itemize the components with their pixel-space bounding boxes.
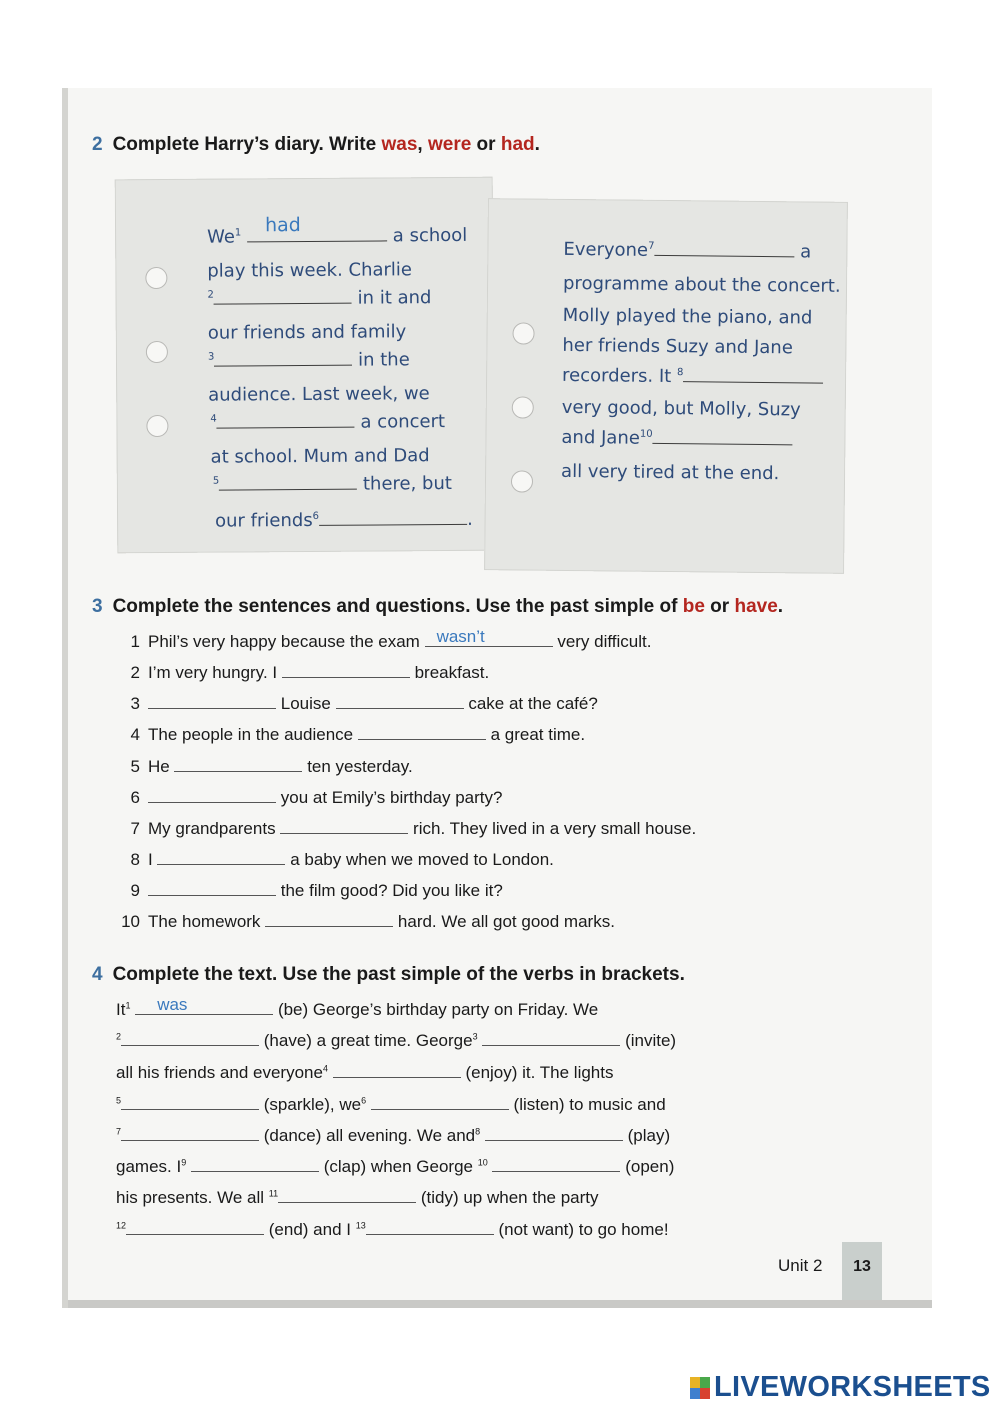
ex3-item-3 <box>112 694 598 716</box>
text: The people in the audience <box>148 725 354 744</box>
exercise-2-heading <box>92 134 540 156</box>
text: recorders. It <box>561 364 672 388</box>
gap-number: 7 <box>116 1126 122 1137</box>
answer-gap[interactable] <box>278 1188 416 1203</box>
exercise-number: 3 <box>92 596 103 617</box>
gap-number: 6 <box>361 1095 367 1106</box>
text: Everyone <box>563 238 649 261</box>
text: games. I <box>116 1157 182 1176</box>
answer-gap[interactable] <box>265 912 393 927</box>
diary-line-6: audience. Last week, we <box>208 383 430 406</box>
filled-answer: was <box>157 995 188 1014</box>
punch-hole <box>146 341 168 363</box>
text: . <box>466 508 473 530</box>
page-number: 13 <box>842 1242 882 1300</box>
text: (have) a great time. George <box>263 1031 473 1050</box>
heading-or: or <box>471 134 501 155</box>
text: (sparkle), we <box>263 1095 362 1114</box>
gap-number: 1 <box>234 227 242 239</box>
diary-line-r6: very good, but Molly, Suzy <box>561 396 801 421</box>
text: I <box>148 850 153 869</box>
diary-line-r3: Molly played the piano, and <box>562 304 813 329</box>
heading-comma: , <box>417 134 428 155</box>
ex3-item-6 <box>112 788 502 810</box>
answer-gap[interactable] <box>191 1157 319 1172</box>
answer-gap[interactable] <box>366 1220 494 1235</box>
exercise-number: 2 <box>92 134 103 155</box>
diary-line-4: our friends and family <box>207 321 407 344</box>
answer-gap[interactable] <box>492 1157 620 1172</box>
answer-gap[interactable] <box>121 1126 259 1141</box>
page-bottom-shadow <box>68 1300 932 1308</box>
text: (not want) to go home! <box>498 1220 669 1239</box>
ex4-line-1 <box>116 995 599 1020</box>
diary-line-5 <box>208 349 410 371</box>
text: rich. They lived in a very small house. <box>413 819 697 838</box>
text: (clap) when George <box>323 1157 473 1176</box>
answer-gap[interactable] <box>121 1031 259 1046</box>
heading-text: Complete the sentences and questions. Use the past simple of <box>112 596 683 617</box>
text: (dance) all evening. We and <box>263 1126 476 1145</box>
gap-number: 2 <box>116 1031 122 1042</box>
text: We <box>207 226 236 248</box>
ex3-item-9 <box>112 881 503 903</box>
gap-number: 11 <box>268 1188 279 1199</box>
text: He <box>148 757 170 776</box>
text: (invite) <box>625 1031 677 1050</box>
filled-answer: wasn’t <box>436 627 485 646</box>
text: cake at the café? <box>468 694 598 713</box>
answer-gap[interactable] <box>121 1095 259 1110</box>
text: Phil’s very happy because the exam <box>148 632 420 651</box>
gap-number: 12 <box>116 1220 127 1231</box>
word-was: was <box>381 134 418 155</box>
liveworksheets-logo-icon <box>690 1377 710 1399</box>
answer-gap[interactable] <box>148 694 276 709</box>
text: a baby when we moved to London. <box>290 850 554 869</box>
answer-gap[interactable] <box>482 1031 620 1046</box>
text: you at Emily’s birthday party? <box>280 788 503 807</box>
text: a great time. <box>490 725 586 744</box>
answer-gap-2[interactable] <box>214 302 352 305</box>
gap-number: 3 <box>207 351 215 363</box>
diary-line-10 <box>215 509 473 532</box>
text: in the <box>358 349 410 371</box>
diary-line-r8: all very tired at the end. <box>560 460 780 485</box>
text: The homework <box>148 912 261 931</box>
diary-line-2: play this week. Charlie <box>207 259 413 282</box>
text: a concert <box>360 411 446 433</box>
text: (play) <box>627 1126 671 1145</box>
gap-number: 8 <box>676 367 684 379</box>
text: all his friends and everyone <box>116 1063 323 1082</box>
gap-number: 5 <box>212 475 220 487</box>
ex4-line-8 <box>116 1220 669 1240</box>
answer-gap-6[interactable] <box>319 523 467 526</box>
gap-number: 4 <box>210 413 217 425</box>
text: a <box>800 241 812 263</box>
answer-gap[interactable] <box>485 1126 623 1141</box>
text: (open) <box>625 1157 675 1176</box>
answer-gap[interactable] <box>174 757 302 772</box>
heading-text: Complete Harry’s diary. Write <box>112 134 382 155</box>
word-had: had <box>500 134 535 155</box>
punch-hole <box>512 396 534 418</box>
ex3-item-1 <box>112 627 652 654</box>
gap-number: 10 <box>477 1157 488 1168</box>
punch-hole <box>145 267 167 289</box>
text: breakfast. <box>414 663 490 682</box>
gap-number: 6 <box>312 510 320 522</box>
exercise-number: 4 <box>92 964 103 985</box>
gap-number: 1 <box>125 1000 131 1011</box>
punch-hole <box>511 470 533 492</box>
text: It <box>116 1000 126 1019</box>
answer-gap[interactable] <box>371 1095 509 1110</box>
item-number: 9 <box>130 881 140 900</box>
text: very difficult. <box>557 632 652 651</box>
word-were: were <box>427 134 472 155</box>
answer-gap[interactable] <box>135 995 273 1015</box>
diary-line-r7 <box>561 427 792 450</box>
diary-line-8: at school. Mum and Dad <box>210 445 430 468</box>
ex4-line-3 <box>116 1063 613 1083</box>
answer-gap[interactable] <box>280 819 408 834</box>
answer-gap[interactable] <box>282 663 410 678</box>
heading-text: Complete the text. Use the past simple of the verbs in brackets. <box>112 964 685 985</box>
answer-gap[interactable] <box>157 850 285 865</box>
punch-hole <box>512 322 534 344</box>
text: hard. We all got good marks. <box>397 912 615 931</box>
ex3-item-2 <box>112 663 489 685</box>
diary-note-right <box>484 198 848 574</box>
gap-number: 7 <box>648 240 655 252</box>
heading-period: . <box>534 134 540 155</box>
heading-period: . <box>777 596 784 617</box>
diary-line-3 <box>207 287 431 310</box>
answer-gap-8[interactable] <box>683 380 823 383</box>
exercise-4-heading <box>92 964 685 986</box>
gap-number: 5 <box>116 1095 122 1106</box>
answer-gap-10[interactable] <box>653 442 793 445</box>
punch-hole <box>146 415 168 437</box>
answer-gap[interactable] <box>148 881 276 896</box>
item-number: 10 <box>121 912 140 931</box>
answer-gap-3[interactable] <box>214 364 352 367</box>
text: (listen) to music and <box>513 1095 666 1114</box>
gap-number: 9 <box>181 1157 187 1168</box>
item-number: 5 <box>130 757 140 776</box>
ex4-line-5 <box>116 1126 670 1146</box>
ex3-item-4 <box>112 725 585 747</box>
answer-gap[interactable] <box>336 694 464 709</box>
item-number: 7 <box>130 819 140 838</box>
answer-gap-7[interactable] <box>654 254 794 257</box>
item-number: 3 <box>130 694 140 713</box>
text: our friends <box>215 509 313 532</box>
answer-gap-4[interactable] <box>217 426 355 429</box>
gap-number: 3 <box>472 1031 478 1042</box>
diary-line-1 <box>207 225 467 248</box>
item-number: 1 <box>130 632 140 651</box>
text: and Jane <box>561 426 640 449</box>
diary-line-r1 <box>563 239 811 263</box>
ex4-line-6 <box>116 1157 674 1177</box>
answer-gap[interactable] <box>333 1063 461 1078</box>
text: his presents. We all <box>116 1188 265 1207</box>
text: (tidy) up when the party <box>420 1188 599 1207</box>
text: a school <box>392 224 468 247</box>
text: (be) George’s birthday party on Friday. We <box>277 1000 599 1019</box>
brand-name: LIVEWORKSHEETS <box>714 1371 991 1403</box>
ex4-line-7 <box>116 1188 599 1208</box>
item-number: 6 <box>130 788 140 807</box>
answer-gap-5[interactable] <box>219 488 357 491</box>
text: in it and <box>357 287 432 309</box>
diary-line-9 <box>213 473 452 496</box>
text: (end) and I <box>268 1220 351 1239</box>
diary-line-r4: her friends Suzy and Jane <box>562 334 793 359</box>
liveworksheets-brand <box>690 1371 991 1404</box>
text: there, but <box>362 472 452 495</box>
ex3-item-10 <box>112 912 615 934</box>
word-have: have <box>734 596 778 617</box>
filled-answer-1: had <box>264 214 301 237</box>
text: I’m very hungry. I <box>148 663 278 682</box>
answer-gap[interactable] <box>126 1220 264 1235</box>
diary-note-left <box>115 177 496 554</box>
gap-number: 13 <box>355 1220 366 1231</box>
answer-gap[interactable] <box>358 725 486 740</box>
diary-line-r5 <box>562 365 823 389</box>
unit-label: Unit 2 <box>778 1256 823 1275</box>
ex4-line-2 <box>116 1031 676 1051</box>
text: My grandparents <box>148 819 276 838</box>
item-number: 4 <box>130 725 140 744</box>
diary-line-7 <box>210 411 445 434</box>
word-be: be <box>682 596 705 617</box>
text: the film good? Did you like it? <box>280 881 503 900</box>
exercise-3-heading <box>92 596 783 618</box>
text: Louise <box>280 694 331 713</box>
gap-number: 10 <box>639 428 653 440</box>
gap-number: 4 <box>322 1063 328 1074</box>
item-number: 2 <box>130 663 140 682</box>
answer-gap[interactable] <box>425 627 553 647</box>
gap-number: 2 <box>207 289 214 301</box>
ex3-item-7 <box>112 819 696 841</box>
item-number: 8 <box>130 850 140 869</box>
ex3-item-5 <box>112 757 413 779</box>
answer-gap-1[interactable] <box>247 239 387 242</box>
answer-gap[interactable] <box>148 788 276 803</box>
ex4-line-4 <box>116 1095 666 1115</box>
heading-or: or <box>704 596 735 617</box>
diary-line-r2: programme about the concert. <box>562 272 841 297</box>
text: ten yesterday. <box>307 757 413 776</box>
ex3-item-8 <box>112 850 554 872</box>
text: (enjoy) it. The lights <box>465 1063 614 1082</box>
gap-number: 8 <box>475 1126 481 1137</box>
